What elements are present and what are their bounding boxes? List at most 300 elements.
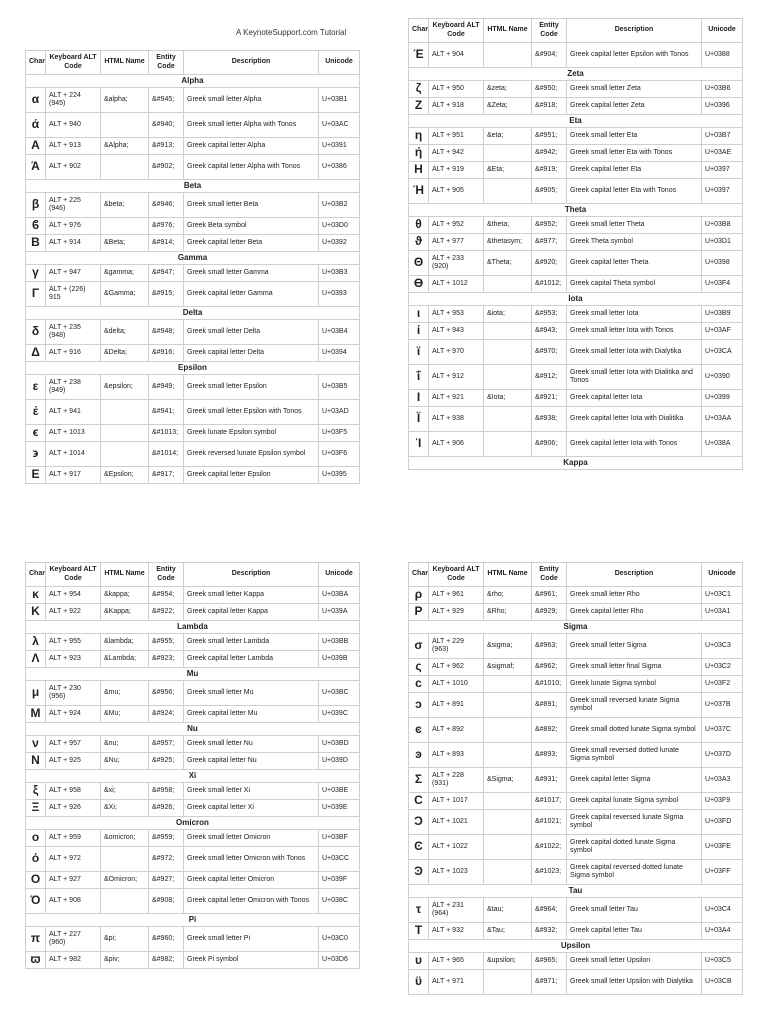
alt-code-cell: ALT + 905 — [429, 179, 484, 204]
unicode-cell: U+0396 — [702, 98, 743, 115]
entity-code-header: Entity Code — [532, 19, 567, 43]
html-name-cell: &pi; — [101, 927, 149, 952]
unicode-cell: U+03AA — [702, 407, 743, 432]
unicode-cell: U+0394 — [319, 345, 360, 362]
html-name-header: HTML Name — [484, 563, 532, 587]
section-header-row — [26, 362, 360, 375]
html-name-cell: &Theta; — [484, 251, 532, 276]
entity-code-cell: &#1017; — [532, 793, 567, 810]
alt-code-cell: ALT + 238 (949) — [46, 375, 101, 400]
description-cell: Greek small letter Eta — [567, 128, 702, 145]
char-cell: Δ — [26, 345, 46, 362]
description-cell: Greek small letter Iota with Dialytika — [567, 340, 702, 365]
alt-code-cell: ALT + 953 — [429, 306, 484, 323]
char-cell: Λ — [26, 651, 46, 668]
char-cell: ε — [26, 375, 46, 400]
alt-code-cell: ALT + 941 — [46, 400, 101, 425]
entity-code-cell: &#904; — [532, 43, 567, 68]
table-row — [409, 128, 743, 145]
unicode-cell: U+03F2 — [702, 676, 743, 693]
description-cell: Greek capital letter Beta — [184, 235, 319, 252]
alt-code-cell: ALT + 925 — [46, 753, 101, 770]
section-header-row — [26, 75, 360, 88]
unicode-cell: U+039F — [319, 872, 360, 889]
char-cell: ϶ — [26, 442, 46, 467]
section-title: Tau — [409, 885, 743, 898]
table-row — [409, 634, 743, 659]
unicode-cell: U+0390 — [702, 365, 743, 390]
alt-code-cell: ALT + 982 — [46, 952, 101, 969]
unicode-cell: U+03AC — [319, 113, 360, 138]
html-name-cell: &Beta; — [101, 235, 149, 252]
unicode-cell: U+03BF — [319, 830, 360, 847]
char-cell: ν — [26, 736, 46, 753]
char-cell: σ — [409, 634, 429, 659]
entity-code-cell: &#922; — [149, 604, 184, 621]
section-title: Theta — [409, 204, 743, 217]
table-row — [26, 113, 360, 138]
char-cell: ͽ — [409, 743, 429, 768]
alt-code-cell: ALT + 958 — [46, 783, 101, 800]
entity-code-cell: &#1021; — [532, 810, 567, 835]
table-row — [409, 323, 743, 340]
unicode-cell: U+03FF — [702, 860, 743, 885]
alt-code-cell: ALT + 1017 — [429, 793, 484, 810]
html-name-cell: &Omicron; — [101, 872, 149, 889]
section-header-row — [26, 817, 360, 830]
description-cell: Greek small letter Beta — [184, 193, 319, 218]
table-row — [409, 923, 743, 940]
entity-code-cell: &#919; — [532, 162, 567, 179]
html-name-cell — [101, 400, 149, 425]
alt-code-cell: ALT + 904 — [429, 43, 484, 68]
greek-characters-table — [25, 562, 360, 969]
description-cell: Greek capital reversed dotted lunate Sigma symbol — [567, 860, 702, 885]
description-cell: Greek capital letter Iota with Dialitika — [567, 407, 702, 432]
description-header: Description — [567, 563, 702, 587]
html-name-cell — [484, 276, 532, 293]
char-cell: Σ — [409, 768, 429, 793]
description-cell: Greek small letter Iota — [567, 306, 702, 323]
unicode-header: Unicode — [702, 563, 743, 587]
unicode-cell: U+03AD — [319, 400, 360, 425]
char-cell: ϲ — [409, 676, 429, 693]
description-cell: Greek small letter Theta — [567, 217, 702, 234]
description-cell: Greek capital letter Iota — [567, 390, 702, 407]
section-header-row — [409, 940, 743, 953]
description-cell: Greek capital letter Omicron — [184, 872, 319, 889]
alt-code-cell: ALT + 235 (948) — [46, 320, 101, 345]
entity-code-cell: &#962; — [532, 659, 567, 676]
alt-code-cell: ALT + 932 — [429, 923, 484, 940]
table-row — [26, 193, 360, 218]
unicode-cell: U+0392 — [319, 235, 360, 252]
entity-code-cell: &#982; — [149, 952, 184, 969]
html-name-cell — [484, 179, 532, 204]
unicode-cell: U+039D — [319, 753, 360, 770]
html-name-cell: &Gamma; — [101, 282, 149, 307]
tutorial-caption: A KeynoteSupport.com Tutorial — [236, 28, 347, 37]
table-row — [26, 467, 360, 484]
table-row — [409, 162, 743, 179]
alt-code-cell: ALT + 923 — [46, 651, 101, 668]
alt-code-cell: ALT + 922 — [46, 604, 101, 621]
alt-code-cell: ALT + 954 — [46, 587, 101, 604]
alt-code-cell: ALT + 891 — [429, 693, 484, 718]
unicode-cell: U+03B6 — [702, 81, 743, 98]
entity-code-cell: &#950; — [532, 81, 567, 98]
table-row — [409, 98, 743, 115]
char-cell: Ι — [409, 390, 429, 407]
html-name-cell — [484, 860, 532, 885]
description-cell: Greek small letter Epsilon with Tonos — [184, 400, 319, 425]
alt-code-cell: ALT + 924 — [46, 706, 101, 723]
table-row — [409, 340, 743, 365]
description-header: Description — [184, 51, 319, 75]
description-cell: Greek capital letter Nu — [184, 753, 319, 770]
description-cell: Greek capital letter Omicron with Tonos — [184, 889, 319, 914]
description-cell: Greek capital lunate Sigma symbol — [567, 793, 702, 810]
table-header-row — [26, 563, 360, 587]
unicode-header: Unicode — [702, 19, 743, 43]
char-cell: κ — [26, 587, 46, 604]
section-header-row — [409, 885, 743, 898]
section-title: Mu — [26, 668, 360, 681]
entity-code-cell: &#952; — [532, 217, 567, 234]
description-cell: Greek capital letter Theta — [567, 251, 702, 276]
table-row — [409, 276, 743, 293]
table-row — [409, 217, 743, 234]
char-cell: ϵ — [26, 425, 46, 442]
html-name-cell: &Alpha; — [101, 138, 149, 155]
entity-code-cell: &#920; — [532, 251, 567, 276]
section-header-row — [409, 68, 743, 81]
entity-code-cell: &#892; — [532, 718, 567, 743]
unicode-cell: U+03C3 — [702, 634, 743, 659]
section-header-row — [409, 293, 743, 306]
alt-code-cell: ALT + 230 (956) — [46, 681, 101, 706]
char-cell: β — [26, 193, 46, 218]
html-name-cell: &lambda; — [101, 634, 149, 651]
unicode-cell: U+0393 — [319, 282, 360, 307]
alt-code-cell: ALT + 1023 — [429, 860, 484, 885]
unicode-cell: U+03FD — [702, 810, 743, 835]
table-row — [409, 306, 743, 323]
char-cell: α — [26, 88, 46, 113]
unicode-cell: U+03B4 — [319, 320, 360, 345]
char-cell: π — [26, 927, 46, 952]
section-title: Upsilon — [409, 940, 743, 953]
entity-code-cell: &#965; — [532, 953, 567, 970]
entity-code-cell: &#940; — [149, 113, 184, 138]
alt-code-cell: ALT + 972 — [46, 847, 101, 872]
html-name-cell — [484, 718, 532, 743]
description-cell: Greek Beta symbol — [184, 218, 319, 235]
html-name-cell: &upsilon; — [484, 953, 532, 970]
unicode-cell: U+039C — [319, 706, 360, 723]
table-row — [409, 810, 743, 835]
section-title: Sigma — [409, 621, 743, 634]
char-cell: ͻ — [409, 693, 429, 718]
entity-code-cell: &#1014; — [149, 442, 184, 467]
description-cell: Greek small reversed dotted lunate Sigma symbol — [567, 743, 702, 768]
unicode-cell: U+03C0 — [319, 927, 360, 952]
greek-characters-table — [25, 50, 360, 484]
description-cell: Greek small reversed lunate Sigma symbol — [567, 693, 702, 718]
section-title: Kappa — [409, 457, 743, 470]
html-name-cell: &gamma; — [101, 265, 149, 282]
char-cell: Α — [26, 138, 46, 155]
char-cell: Έ — [409, 43, 429, 68]
unicode-cell: U+03B5 — [319, 375, 360, 400]
table-row — [26, 235, 360, 252]
entity-code-cell: &#912; — [532, 365, 567, 390]
char-cell: ΐ — [409, 365, 429, 390]
entity-code-cell: &#941; — [149, 400, 184, 425]
description-cell: Greek capital letter Zeta — [567, 98, 702, 115]
html-name-cell: &Eta; — [484, 162, 532, 179]
description-cell: Greek Theta symbol — [567, 234, 702, 251]
section-title: Nu — [26, 723, 360, 736]
alt-code-cell: ALT + 914 — [46, 235, 101, 252]
unicode-cell: U+03BC — [319, 681, 360, 706]
alt-code-cell: ALT + 926 — [46, 800, 101, 817]
table-row — [26, 927, 360, 952]
alt-code-cell: ALT + 233 (920) — [429, 251, 484, 276]
html-name-cell: &omicron; — [101, 830, 149, 847]
alt-code-cell: ALT + 913 — [46, 138, 101, 155]
unicode-cell: U+037B — [702, 693, 743, 718]
alt-code-cell: ALT + 961 — [429, 587, 484, 604]
entity-code-cell: &#959; — [149, 830, 184, 847]
description-cell: Greek capital letter Gamma — [184, 282, 319, 307]
char-cell: ί — [409, 323, 429, 340]
table-row — [409, 407, 743, 432]
unicode-cell: U+03F6 — [319, 442, 360, 467]
alt-code-cell: ALT + 971 — [429, 970, 484, 995]
unicode-cell: U+03D0 — [319, 218, 360, 235]
char-cell: Η — [409, 162, 429, 179]
table-row — [26, 800, 360, 817]
alt-code-cell: ALT + 892 — [429, 718, 484, 743]
char-cell: ͼ — [409, 718, 429, 743]
html-name-cell — [484, 340, 532, 365]
unicode-cell: U+03CB — [702, 970, 743, 995]
entity-code-cell: &#1013; — [149, 425, 184, 442]
alt-code-cell: ALT + 228 (931) — [429, 768, 484, 793]
entity-code-cell: &#923; — [149, 651, 184, 668]
html-name-cell — [484, 323, 532, 340]
table-row — [26, 889, 360, 914]
unicode-cell: U+0397 — [702, 179, 743, 204]
table-row — [26, 952, 360, 969]
alt-code-cell: ALT + 957 — [46, 736, 101, 753]
section-title: Eta — [409, 115, 743, 128]
table-row — [26, 282, 360, 307]
html-name-cell — [484, 970, 532, 995]
description-cell: Greek small letter Rho — [567, 587, 702, 604]
char-cell: Ρ — [409, 604, 429, 621]
char-cell: ϊ — [409, 340, 429, 365]
entity-code-cell: &#1023; — [532, 860, 567, 885]
html-name-cell: &Mu; — [101, 706, 149, 723]
entity-code-cell: &#913; — [149, 138, 184, 155]
entity-code-cell: &#938; — [532, 407, 567, 432]
alt-code-cell: ALT + 951 — [429, 128, 484, 145]
char-cell: μ — [26, 681, 46, 706]
table-row — [26, 604, 360, 621]
description-cell: Greek capital letter Eta with Tonos — [567, 179, 702, 204]
entity-code-cell: &#945; — [149, 88, 184, 113]
table-row — [409, 693, 743, 718]
char-cell: ρ — [409, 587, 429, 604]
alt-code-cell: ALT + 965 — [429, 953, 484, 970]
description-cell: Greek small letter Alpha — [184, 88, 319, 113]
description-cell: Greek small letter Omicron — [184, 830, 319, 847]
char-cell: Ͽ — [409, 860, 429, 885]
description-cell: Greek small letter Upsilon — [567, 953, 702, 970]
alt-code-cell: ALT + 947 — [46, 265, 101, 282]
entity-code-cell: &#947; — [149, 265, 184, 282]
description-cell: Greek capital letter Xi — [184, 800, 319, 817]
section-header-row — [409, 115, 743, 128]
alt-code-cell: ALT + 916 — [46, 345, 101, 362]
section-title: Iota — [409, 293, 743, 306]
html-name-cell — [484, 43, 532, 68]
char-cell: Ζ — [409, 98, 429, 115]
alt-code-cell: ALT + 227 (960) — [46, 927, 101, 952]
entity-code-cell: &#960; — [149, 927, 184, 952]
unicode-cell: U+03CC — [319, 847, 360, 872]
description-cell: Greek small letter final Sigma — [567, 659, 702, 676]
alt-code-cell: ALT + 952 — [429, 217, 484, 234]
html-name-cell — [101, 425, 149, 442]
char-cell: γ — [26, 265, 46, 282]
table-row — [26, 681, 360, 706]
char-cell: Β — [26, 235, 46, 252]
char-cell: Ό — [26, 889, 46, 914]
html-name-header: HTML Name — [101, 563, 149, 587]
unicode-cell: U+03C5 — [702, 953, 743, 970]
section-header-row — [26, 668, 360, 681]
section-title: Omicron — [26, 817, 360, 830]
alt-code-cell: ALT + 902 — [46, 155, 101, 180]
entity-code-cell: &#906; — [532, 432, 567, 457]
html-name-cell: &theta; — [484, 217, 532, 234]
alt-code-cell: ALT + 955 — [46, 634, 101, 651]
alt-code-cell: ALT + 908 — [46, 889, 101, 914]
table-row — [26, 425, 360, 442]
table-row — [26, 830, 360, 847]
unicode-cell: U+03B3 — [319, 265, 360, 282]
table-header-row — [409, 563, 743, 587]
alt-code-cell: ALT + 231 (964) — [429, 898, 484, 923]
html-name-cell: &mu; — [101, 681, 149, 706]
html-name-cell — [484, 676, 532, 693]
alt-code-cell: ALT + 940 — [46, 113, 101, 138]
table-row — [26, 345, 360, 362]
unicode-cell: U+0391 — [319, 138, 360, 155]
entity-code-cell: &#914; — [149, 235, 184, 252]
alt-code-cell: ALT + 919 — [429, 162, 484, 179]
html-name-header: HTML Name — [101, 51, 149, 75]
alt-code-cell: ALT + 912 — [429, 365, 484, 390]
greek-characters-table — [408, 562, 743, 995]
table-row — [409, 835, 743, 860]
alt-code-cell: ALT + 1014 — [46, 442, 101, 467]
char-cell: ό — [26, 847, 46, 872]
section-title: Lambda — [26, 621, 360, 634]
table-row — [409, 718, 743, 743]
unicode-cell: U+03D1 — [702, 234, 743, 251]
table-row — [26, 138, 360, 155]
description-cell: Greek small letter Lambda — [184, 634, 319, 651]
char-cell: θ — [409, 217, 429, 234]
unicode-cell: U+03C2 — [702, 659, 743, 676]
char-cell: Μ — [26, 706, 46, 723]
char-header: Char — [409, 19, 429, 43]
html-name-cell: &iota; — [484, 306, 532, 323]
unicode-cell: U+03B9 — [702, 306, 743, 323]
table-row — [26, 651, 360, 668]
description-header: Description — [567, 19, 702, 43]
alt-code-cell: ALT + (226) 915 — [46, 282, 101, 307]
entity-code-cell: &#976; — [149, 218, 184, 235]
char-header: Char — [26, 51, 46, 75]
char-cell: υ — [409, 953, 429, 970]
unicode-cell: U+03B2 — [319, 193, 360, 218]
alt-code-cell: ALT + 943 — [429, 323, 484, 340]
unicode-cell: U+038A — [702, 432, 743, 457]
unicode-cell: U+039E — [319, 800, 360, 817]
html-name-cell: &Xi; — [101, 800, 149, 817]
html-name-cell: &beta; — [101, 193, 149, 218]
entity-code-cell: &#972; — [149, 847, 184, 872]
description-cell: Greek capital letter Sigma — [567, 768, 702, 793]
table-row — [26, 587, 360, 604]
table-row — [409, 390, 743, 407]
entity-code-cell: &#948; — [149, 320, 184, 345]
alt-code-header: Keyboard ALT Code — [429, 563, 484, 587]
table-row — [26, 634, 360, 651]
entity-code-header: Entity Code — [149, 563, 184, 587]
entity-code-cell: &#929; — [532, 604, 567, 621]
html-name-cell: &epsilon; — [101, 375, 149, 400]
html-name-cell: &Kappa; — [101, 604, 149, 621]
alt-code-cell: ALT + 927 — [46, 872, 101, 889]
description-cell: Greek small letter Gamma — [184, 265, 319, 282]
html-name-cell — [101, 113, 149, 138]
char-cell: ο — [26, 830, 46, 847]
description-cell: Greek capital letter Kappa — [184, 604, 319, 621]
description-cell: Greek small letter Alpha with Tonos — [184, 113, 319, 138]
html-name-cell: &Tau; — [484, 923, 532, 940]
table-row — [26, 375, 360, 400]
table-row — [409, 234, 743, 251]
alt-code-cell: ALT + 938 — [429, 407, 484, 432]
table-row — [409, 898, 743, 923]
section-header-row — [409, 457, 743, 470]
unicode-cell: U+037D — [702, 743, 743, 768]
description-cell: Greek small letter Epsilon — [184, 375, 319, 400]
entity-code-cell: &#918; — [532, 98, 567, 115]
alt-code-cell: ALT + 970 — [429, 340, 484, 365]
html-name-cell — [101, 442, 149, 467]
html-name-cell: &Lambda; — [101, 651, 149, 668]
alt-code-header: Keyboard ALT Code — [46, 563, 101, 587]
unicode-cell: U+03A1 — [702, 604, 743, 621]
description-cell: Greek small letter Omicron with Tonos — [184, 847, 319, 872]
